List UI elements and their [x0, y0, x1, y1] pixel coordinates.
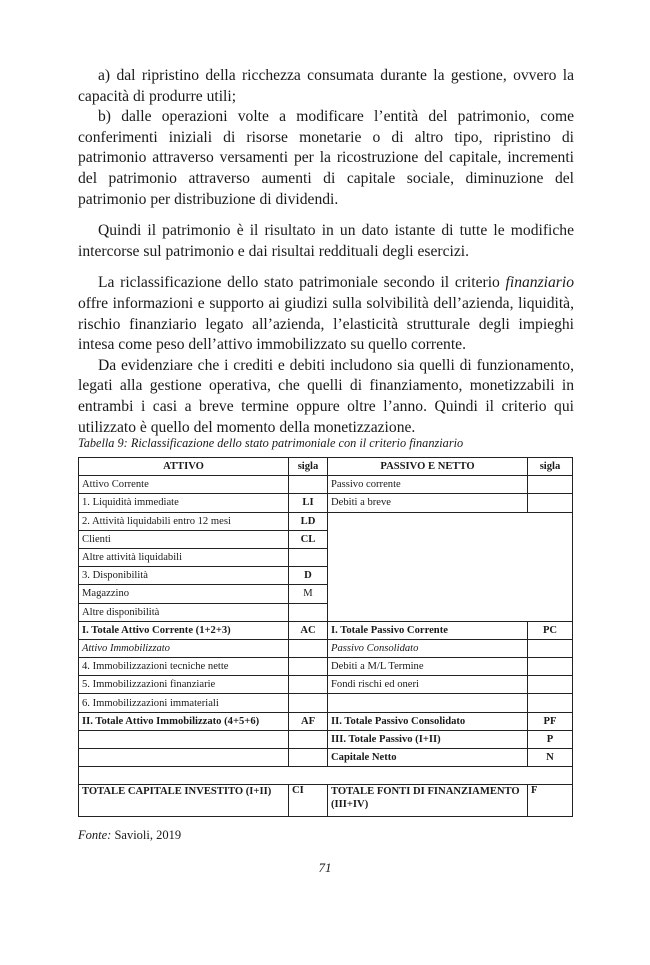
table-header-row	[79, 458, 573, 476]
cell: II. Totale Passivo Consolidato	[328, 712, 528, 730]
cell	[528, 658, 573, 676]
cell: LI	[289, 494, 328, 512]
cell: AC	[289, 621, 328, 639]
paragraph: a) dal ripristino della ricchezza consumata durante la gestione, ovvero la capacità di produrre utili;	[78, 67, 574, 105]
cell: 1. Liquidità immediate	[79, 494, 289, 512]
source-label: Fonte:	[78, 828, 112, 842]
cell: I. Totale Attivo Corrente (1+2+3)	[79, 621, 289, 639]
cell: Attivo Corrente	[79, 476, 289, 494]
table-source	[78, 828, 181, 843]
table-total-row	[79, 785, 573, 817]
balance-sheet-table	[78, 457, 573, 817]
cell: 2. Attività liquidabili entro 12 mesi	[79, 512, 289, 530]
cell: P	[528, 730, 573, 748]
cell: CL	[289, 530, 328, 548]
table-row	[79, 658, 573, 676]
paragraph: Da evidenziare che i crediti e debiti includono sia quelli di funzionamento, legati alla gestione operativa, che quelli di finanziamento, monetizzabili in entrambi i casi a breve termine oppure oltre l’anno. Quindi il criterio qui utilizzato è quello del momento della monetizzazione.	[78, 356, 574, 436]
table-spacer-row	[79, 767, 573, 785]
cell: Clienti	[79, 530, 289, 548]
cell	[289, 730, 328, 748]
cell: I. Totale Passivo Corrente	[328, 621, 528, 639]
cell: CI	[289, 785, 328, 817]
cell: PF	[528, 712, 573, 730]
cell	[79, 730, 289, 748]
cell: Debiti a M/L Termine	[328, 658, 528, 676]
table-row	[79, 639, 573, 657]
empty-cell	[328, 512, 573, 621]
cell	[289, 676, 328, 694]
paragraph-text: La riclassificazione dello stato patrimoniale secondo il criterio	[98, 274, 506, 292]
cell: 6. Immobilizzazioni immateriali	[79, 694, 289, 712]
cell	[328, 694, 528, 712]
body-text	[78, 66, 574, 438]
cell	[289, 548, 328, 566]
cell	[528, 494, 573, 512]
paragraph	[78, 273, 574, 355]
table-row	[79, 730, 573, 748]
cell: TOTALE CAPITALE INVESTITO (I+II)	[79, 785, 289, 817]
cell: D	[289, 567, 328, 585]
cell: LD	[289, 512, 328, 530]
table-caption: Tabella 9: Riclassificazione dello stato patrimoniale con il criterio finanziario	[78, 436, 464, 450]
cell: F	[528, 785, 573, 817]
cell: Magazzino	[79, 585, 289, 603]
table-row	[79, 476, 573, 494]
cell: 5. Immobilizzazioni finanziarie	[79, 676, 289, 694]
header-passivo: PASSIVO E NETTO	[328, 458, 528, 476]
paragraph: Quindi il patrimonio è il risultato in un dato istante di tutte le modifiche intercorse sul patrimonio e dai risultai reddituali degli esercizi.	[78, 222, 574, 260]
cell	[289, 476, 328, 494]
cell	[528, 676, 573, 694]
cell: 4. Immobilizzazioni tecniche nette	[79, 658, 289, 676]
cell: 3. Disponibilità	[79, 567, 289, 585]
cell	[528, 694, 573, 712]
cell: Fondi rischi ed oneri	[328, 676, 528, 694]
cell	[289, 749, 328, 767]
cell: N	[528, 749, 573, 767]
table-row	[79, 512, 573, 530]
empty-cell	[79, 767, 573, 785]
cell: Passivo corrente	[328, 476, 528, 494]
header-sigla: sigla	[289, 458, 328, 476]
cell: AF	[289, 712, 328, 730]
cell: II. Totale Attivo Immobilizzato (4+5+6)	[79, 712, 289, 730]
table-row	[79, 494, 573, 512]
cell: Attivo Immobilizzato	[79, 639, 289, 657]
cell	[289, 658, 328, 676]
header-attivo: ATTIVO	[79, 458, 289, 476]
header-sigla: sigla	[528, 458, 573, 476]
cell: Altre attività liquidabili	[79, 548, 289, 566]
table-row	[79, 749, 573, 767]
cell: TOTALE FONTI DI FINANZIAMENTO (III+IV)	[328, 785, 528, 817]
cell	[289, 694, 328, 712]
table-row	[79, 621, 573, 639]
cell	[528, 639, 573, 657]
cell: M	[289, 585, 328, 603]
cell	[289, 603, 328, 621]
table-row	[79, 694, 573, 712]
cell	[528, 476, 573, 494]
cell: Capitale Netto	[328, 749, 528, 767]
table-row	[79, 712, 573, 730]
cell	[289, 639, 328, 657]
table-row	[79, 676, 573, 694]
paragraph-text: offre informazioni e supporto ai giudizi sulla solvibilità dell’azienda, liquidità, rischio finanziario legato all’azienda, l’elasticità strutturale degli impieghi intesa come peso dell’attivo immobilizzato su quello corrente.	[78, 294, 574, 354]
cell: Passivo Consolidato	[328, 639, 528, 657]
cell: Altre disponibilità	[79, 603, 289, 621]
source-value: Savioli, 2019	[114, 828, 182, 842]
cell: PC	[528, 621, 573, 639]
cell	[79, 749, 289, 767]
cell: Debiti a breve	[328, 494, 528, 512]
cell: III. Totale Passivo (I+II)	[328, 730, 528, 748]
paragraph: b) dalle operazioni volte a modificare l’entità del patrimonio, come conferimenti iniziali di risorse monetarie o di altro tipo, ripristino di patrimonio attraverso versamenti per la ricostruzione del capitale, incrementi del patrimonio attraverso aumenti di capitale sociale, diminuzione del patrimonio per distribuzione di dividendi.	[78, 108, 574, 208]
page-number: 71	[318, 860, 332, 875]
emphasis: finanziario	[505, 274, 574, 292]
